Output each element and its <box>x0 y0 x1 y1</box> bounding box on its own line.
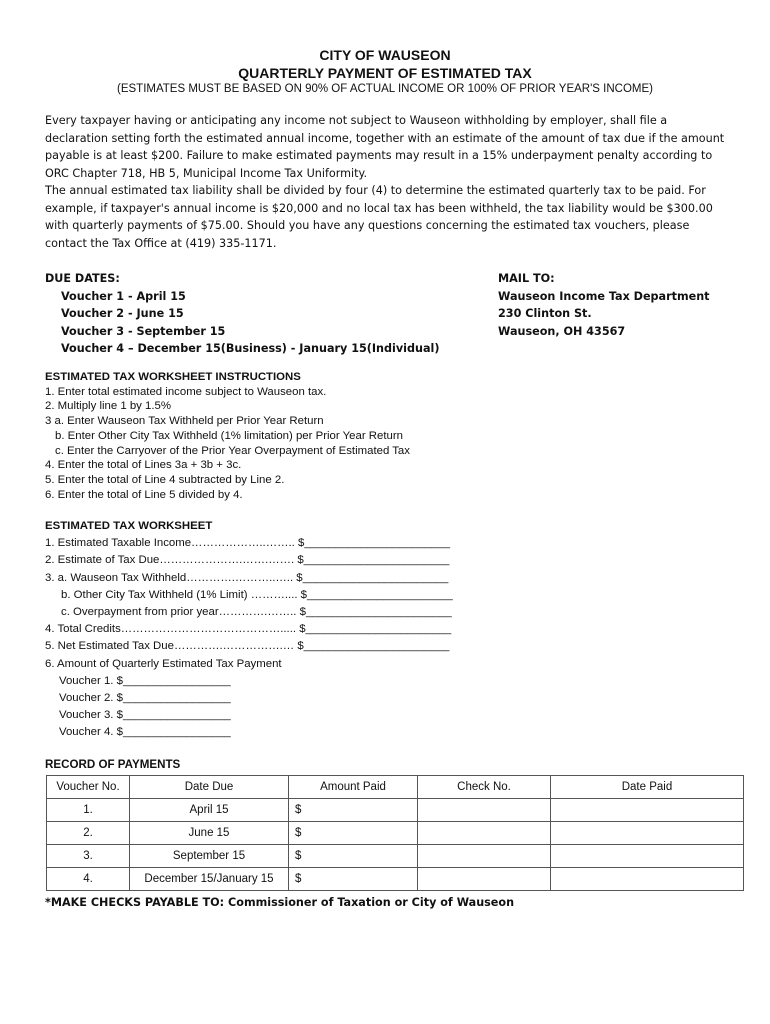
instruction-item: 3 a. Enter Wauseon Tax Withheld per Prior Year Return <box>45 415 324 428</box>
amount-paid-cell[interactable]: $ <box>289 845 418 868</box>
column-header: Check No. <box>418 776 551 799</box>
instructions-section <box>45 370 410 502</box>
voucher-2-field[interactable]: Voucher 2. $_________________ <box>59 692 231 705</box>
mail-to-line: Wauseon, OH 43567 <box>498 324 626 338</box>
worksheet-line-4[interactable]: 4. Total Credits……………………………………..... $_______________________ <box>45 623 452 636</box>
voucher-4-field[interactable]: Voucher 4. $_________________ <box>59 726 231 739</box>
worksheet-line-1[interactable]: 1. Estimated Taxable Income………………..…….. $_______________________ <box>45 537 451 550</box>
table-row <box>47 845 744 868</box>
worksheet-line-3b[interactable]: b. Other City Tax Withheld (1% Limit) ……….... $_______________________ <box>61 588 453 601</box>
instruction-item: 4. Enter the total of Lines 3a + 3b + 3c. <box>45 459 242 472</box>
date-due-cell: June 15 <box>130 822 289 845</box>
amount-paid-cell[interactable]: $ <box>289 822 418 845</box>
mail-to-block <box>498 270 710 340</box>
date-paid-cell[interactable] <box>551 868 744 891</box>
date-due-cell: April 15 <box>130 799 289 822</box>
table-row <box>47 868 744 891</box>
check-no-cell[interactable] <box>418 799 551 822</box>
date-paid-cell[interactable] <box>551 799 744 822</box>
column-header: Date Paid <box>551 776 744 799</box>
mail-to-heading: MAIL TO: <box>498 272 555 285</box>
due-date-item: Voucher 4 – December 15(Business) - January 15(Individual) <box>61 342 440 356</box>
instructions-heading: ESTIMATED TAX WORKSHEET INSTRUCTIONS <box>45 371 301 383</box>
amount-paid-cell[interactable]: $ <box>289 799 418 822</box>
check-no-cell[interactable] <box>418 868 551 891</box>
intro-text <box>45 112 725 252</box>
mail-to-line: Wauseon Income Tax Department <box>498 289 710 303</box>
worksheet-section <box>45 518 453 742</box>
mail-to-line: 230 Clinton St. <box>498 307 592 321</box>
due-dates-heading: DUE DATES: <box>45 272 120 285</box>
column-header: Voucher No. <box>47 776 130 799</box>
voucher-no-cell: 1. <box>47 799 130 822</box>
voucher-3-field[interactable]: Voucher 3. $_________________ <box>59 709 231 722</box>
due-date-item: Voucher 3 - September 15 <box>61 324 226 338</box>
table-row <box>47 822 744 845</box>
form-subtitle: (ESTIMATES MUST BE BASED ON 90% OF ACTUAL INCOME OR 100% OF PRIOR YEAR'S INCOME) <box>117 83 653 95</box>
make-checks-payable-note: *MAKE CHECKS PAYABLE TO: Commissioner of Taxation or City of Wauseon <box>45 896 515 909</box>
column-header: Date Due <box>130 776 289 799</box>
intro-paragraph-2: The annual estimated tax liability shall be divided by four (4) to determine the estimated quarterly tax to be paid. For example, if taxpayer's annual income is $20,000 and no local tax has been withheld, the tax liability would be $300.00 with quarterly payments of $75.00. Should you have any questions concerning the estimated tax vouchers, please contact the Tax Office at (419) 335-1171. <box>45 184 713 250</box>
check-no-cell[interactable] <box>418 845 551 868</box>
record-heading: RECORD OF PAYMENTS <box>45 758 181 771</box>
date-due-cell: September 15 <box>130 845 289 868</box>
table-row <box>47 799 744 822</box>
worksheet-line-5[interactable]: 5. Net Estimated Tax Due………….…………….… $_______________________ <box>45 640 450 653</box>
instruction-item: c. Enter the Carryover of the Prior Year Overpayment of Estimated Tax <box>55 444 410 457</box>
instruction-item: 2. Multiply line 1 by 1.5% <box>45 400 171 413</box>
voucher-1-field[interactable]: Voucher 1. $_________________ <box>59 674 231 687</box>
due-dates-block <box>45 270 439 358</box>
date-due-cell: December 15/January 15 <box>130 868 289 891</box>
intro-paragraph-1: Every taxpayer having or anticipating any income not subject to Wauseon withholding by employer, shall file a declaration setting forth the estimated annual income, together with an estimate of the amount of tax due if the amount payable is at least $200. Failure to make estimated payments may result in a 15% underpayment penalty according to ORC Chapter 718, HB 5, Municipal Income Tax Uniformity. <box>45 114 725 180</box>
due-date-item: Voucher 2 - June 15 <box>61 307 184 321</box>
worksheet-line-6: 6. Amount of Quarterly Estimated Tax Payment <box>45 657 282 670</box>
voucher-no-cell: 2. <box>47 822 130 845</box>
worksheet-line-2[interactable]: 2. Estimate of Tax Due………………….…….……. $_______________________ <box>45 554 450 567</box>
date-paid-cell[interactable] <box>551 822 744 845</box>
form-title-main: QUARTERLY PAYMENT OF ESTIMATED TAX <box>238 65 532 81</box>
form-title-city: CITY OF WAUSEON <box>319 47 451 63</box>
table-header-row <box>47 776 744 799</box>
instruction-item: 1. Enter total estimated income subject to Wauseon tax. <box>45 385 327 398</box>
instruction-item: 6. Enter the total of Line 5 divided by 4. <box>45 488 243 501</box>
worksheet-line-3c[interactable]: c. Overpayment from prior year………….…….. $_______________________ <box>61 606 452 619</box>
voucher-no-cell: 4. <box>47 868 130 891</box>
instruction-item: b. Enter Other City Tax Withheld (1% limitation) per Prior Year Return <box>55 429 403 442</box>
instruction-item: 5. Enter the total of Line 4 subtracted by Line 2. <box>45 473 285 486</box>
date-paid-cell[interactable] <box>551 845 744 868</box>
due-date-item: Voucher 1 - April 15 <box>61 289 186 303</box>
worksheet-heading: ESTIMATED TAX WORKSHEET <box>45 520 213 532</box>
column-header: Amount Paid <box>289 776 418 799</box>
record-of-payments-table <box>46 775 744 891</box>
amount-paid-cell[interactable]: $ <box>289 868 418 891</box>
worksheet-line-3a[interactable]: 3. a. Wauseon Tax Withheld………….………..….. $_______________________ <box>45 571 449 584</box>
voucher-no-cell: 3. <box>47 845 130 868</box>
check-no-cell[interactable] <box>418 822 551 845</box>
